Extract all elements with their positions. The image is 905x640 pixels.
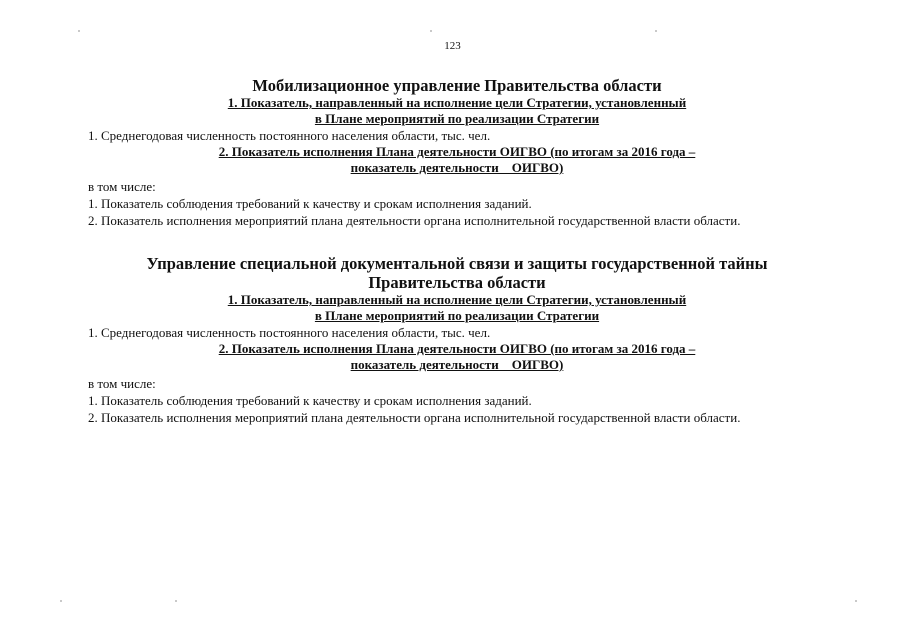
- indicator-1-heading-line-2: в Плане мероприятий по реализации Стратегии: [314, 308, 600, 323]
- indicator-1-item: 1. Среднегодовая численность постоянного населения области, тыс. чел.: [88, 128, 491, 143]
- scan-speck: [855, 600, 857, 602]
- including-label: в том числе:: [88, 179, 156, 194]
- section-title-line-2: Правительства области: [368, 273, 546, 292]
- section-title-line-1: Управление специальной документальной связи и защиты государственной тайны: [146, 254, 768, 273]
- including-label: в том числе:: [88, 376, 156, 391]
- indicator-2-heading-line-2: показатель деятельности ОИГВО): [350, 357, 564, 372]
- indicator-1-heading-line-1: 1. Показатель, направленный на исполнение цели Стратегии, установленный: [227, 95, 687, 110]
- section-title: Мобилизационное управление Правительства области: [252, 76, 662, 95]
- indicator-1-heading-line-1: 1. Показатель, направленный на исполнение цели Стратегии, установленный: [227, 292, 687, 307]
- indicator-2-heading-line-1: 2. Показатель исполнения Плана деятельности ОИГВО (по итогам за 2016 года –: [218, 341, 696, 356]
- scan-speck: [60, 600, 62, 602]
- scan-speck: [175, 600, 177, 602]
- scan-speck: [78, 30, 80, 32]
- section-special-communications-department: [88, 254, 878, 426]
- indicator-1-item: 1. Среднегодовая численность постоянного населения области, тыс. чел.: [88, 325, 491, 340]
- scan-speck: [430, 30, 432, 32]
- indicator-1-heading-line-2: в Плане мероприятий по реализации Стратегии: [314, 111, 600, 126]
- indicator-2-heading-line-2: показатель деятельности ОИГВО): [350, 160, 564, 175]
- indicator-2-heading-line-1: 2. Показатель исполнения Плана деятельности ОИГВО (по итогам за 2016 года –: [218, 144, 696, 159]
- list-item: 2. Показатель исполнения мероприятий плана деятельности органа исполнительной государственной власти области.: [88, 410, 741, 425]
- section-mobilization-department: [88, 76, 878, 229]
- list-item: 1. Показатель соблюдения требований к качеству и срокам исполнения заданий.: [88, 393, 532, 408]
- list-item: 1. Показатель соблюдения требований к качеству и срокам исполнения заданий.: [88, 196, 532, 211]
- list-item: 2. Показатель исполнения мероприятий плана деятельности органа исполнительной государственной власти области.: [88, 213, 741, 228]
- scan-speck: [655, 30, 657, 32]
- page-number: 123: [444, 40, 461, 52]
